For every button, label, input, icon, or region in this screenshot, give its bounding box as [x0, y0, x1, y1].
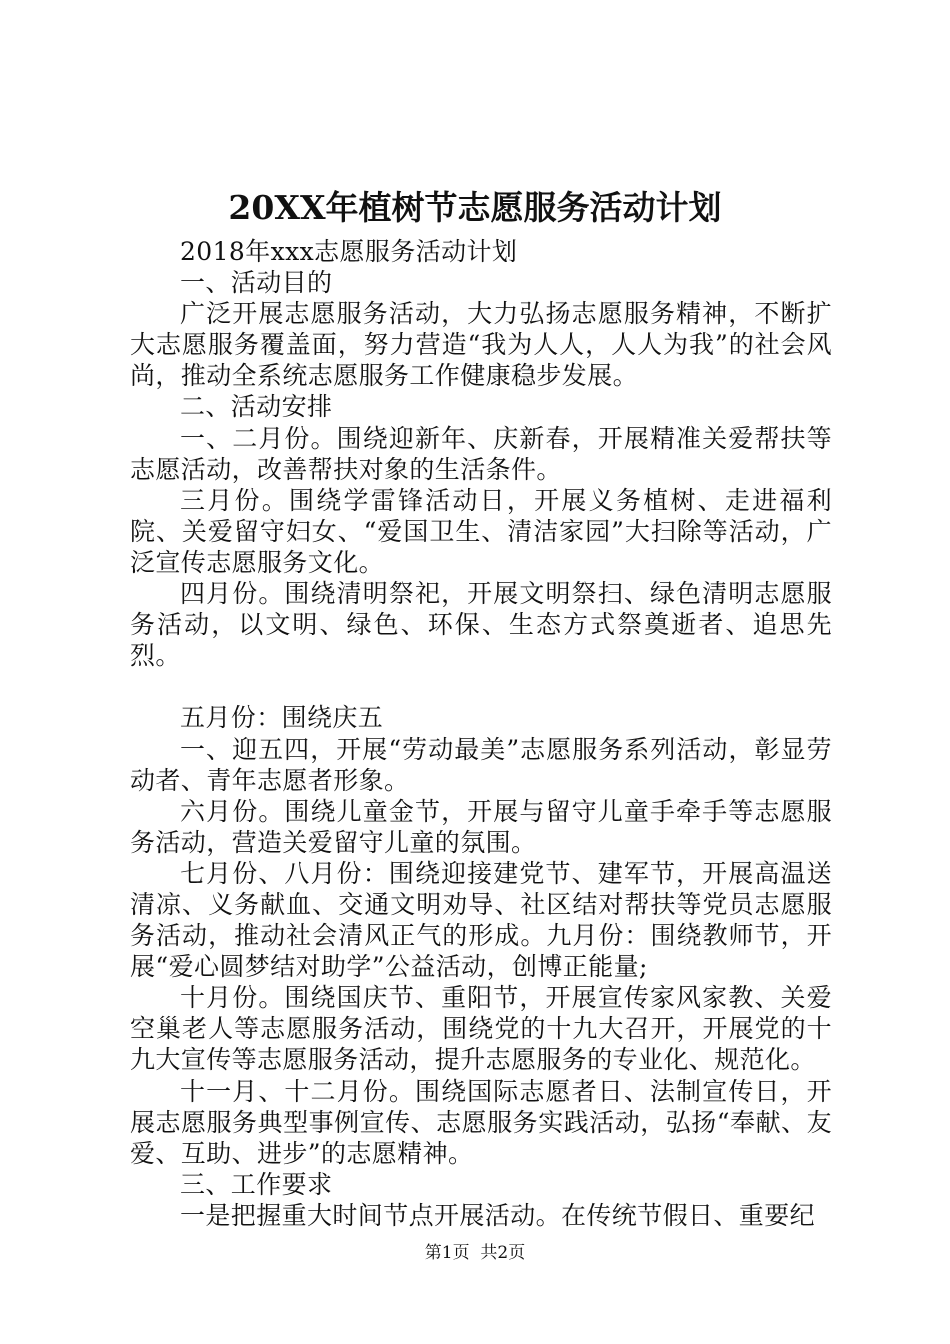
paragraph-requirement-one: 一是把握重大时间节点开展活动。在传统节假日、重要纪 — [180, 1200, 816, 1230]
paragraph-may-four: 一、迎五四，开展“劳动最美”志愿服务系列活动，彰显劳动者、青年志愿者形象。 — [130, 734, 832, 795]
paragraph-april: 四月份。围绕清明祭祀，开展文明祭扫、绿色清明志愿服务活动，以文明、绿色、环保、生态方式祭奠逝者、追思先烈。 — [130, 579, 832, 671]
paragraph-purpose: 广泛开展志愿服务活动，大力弘扬志愿服务精神，不断扩大志愿服务覆盖面，努力营造“我为人人，人人为我”的社会风尚，推动全系统志愿服务工作健康稳步发展。 — [130, 299, 832, 391]
paragraph-plan-heading: 2018年xxx志愿服务活动计划 — [180, 237, 518, 266]
blank-line — [130, 671, 832, 702]
section-heading-arrangement: 二、活动安排 — [180, 392, 333, 422]
section-heading-requirements: 三、工作要求 — [180, 1169, 333, 1199]
paragraph-july-sept: 七月份、八月份：围绕迎接建党节、建军节，开展高温送清凉、义务献血、交通文明劝导、社区结对帮扶等党员志愿服务活动，推动社会清风正气的形成。九月份：围绕教师节，开展“爱心圆梦结对助学”公益活动，创博正能量; — [130, 858, 832, 982]
document-title: 20XX年植树节志愿服务活动计划 — [228, 188, 722, 227]
paragraph-june: 六月份。围绕儿童金节，开展与留守儿童手牵手等志愿服务活动，营造关爱留守儿童的氛围。 — [130, 796, 832, 857]
document-body — [130, 236, 832, 1231]
paragraph-october: 十月份。围绕国庆节、重阳节，开展宣传家风家教、关爱空巢老人等志愿服务活动，围绕党的十九大召开，开展党的十九大宣传等志愿服务活动，提升志愿服务的专业化、规范化。 — [130, 983, 832, 1075]
paragraph-jan-feb: 一、二月份。围绕迎新年、庆新春，开展精准关爱帮扶等志愿活动，改善帮扶对象的生活条件。 — [130, 423, 832, 484]
section-heading-purpose: 一、活动目的 — [180, 268, 333, 298]
page-footer: 第1页 共2页 — [424, 1243, 526, 1263]
paragraph-may: 五月份：围绕庆五 — [180, 703, 384, 733]
paragraph-march: 三月份。围绕学雷锋活动日，开展义务植树、走进福利院、关爱留守妇女、“爱国卫生、清洁家园”大扫除等活动，广泛宣传志愿服务文化。 — [130, 485, 832, 577]
paragraph-nov-dec: 十一月、十二月份。围绕国际志愿者日、法制宣传日，开展志愿服务典型事例宣传、志愿服务实践活动，弘扬“奉献、友爱、互助、进步”的志愿精神。 — [130, 1076, 832, 1168]
